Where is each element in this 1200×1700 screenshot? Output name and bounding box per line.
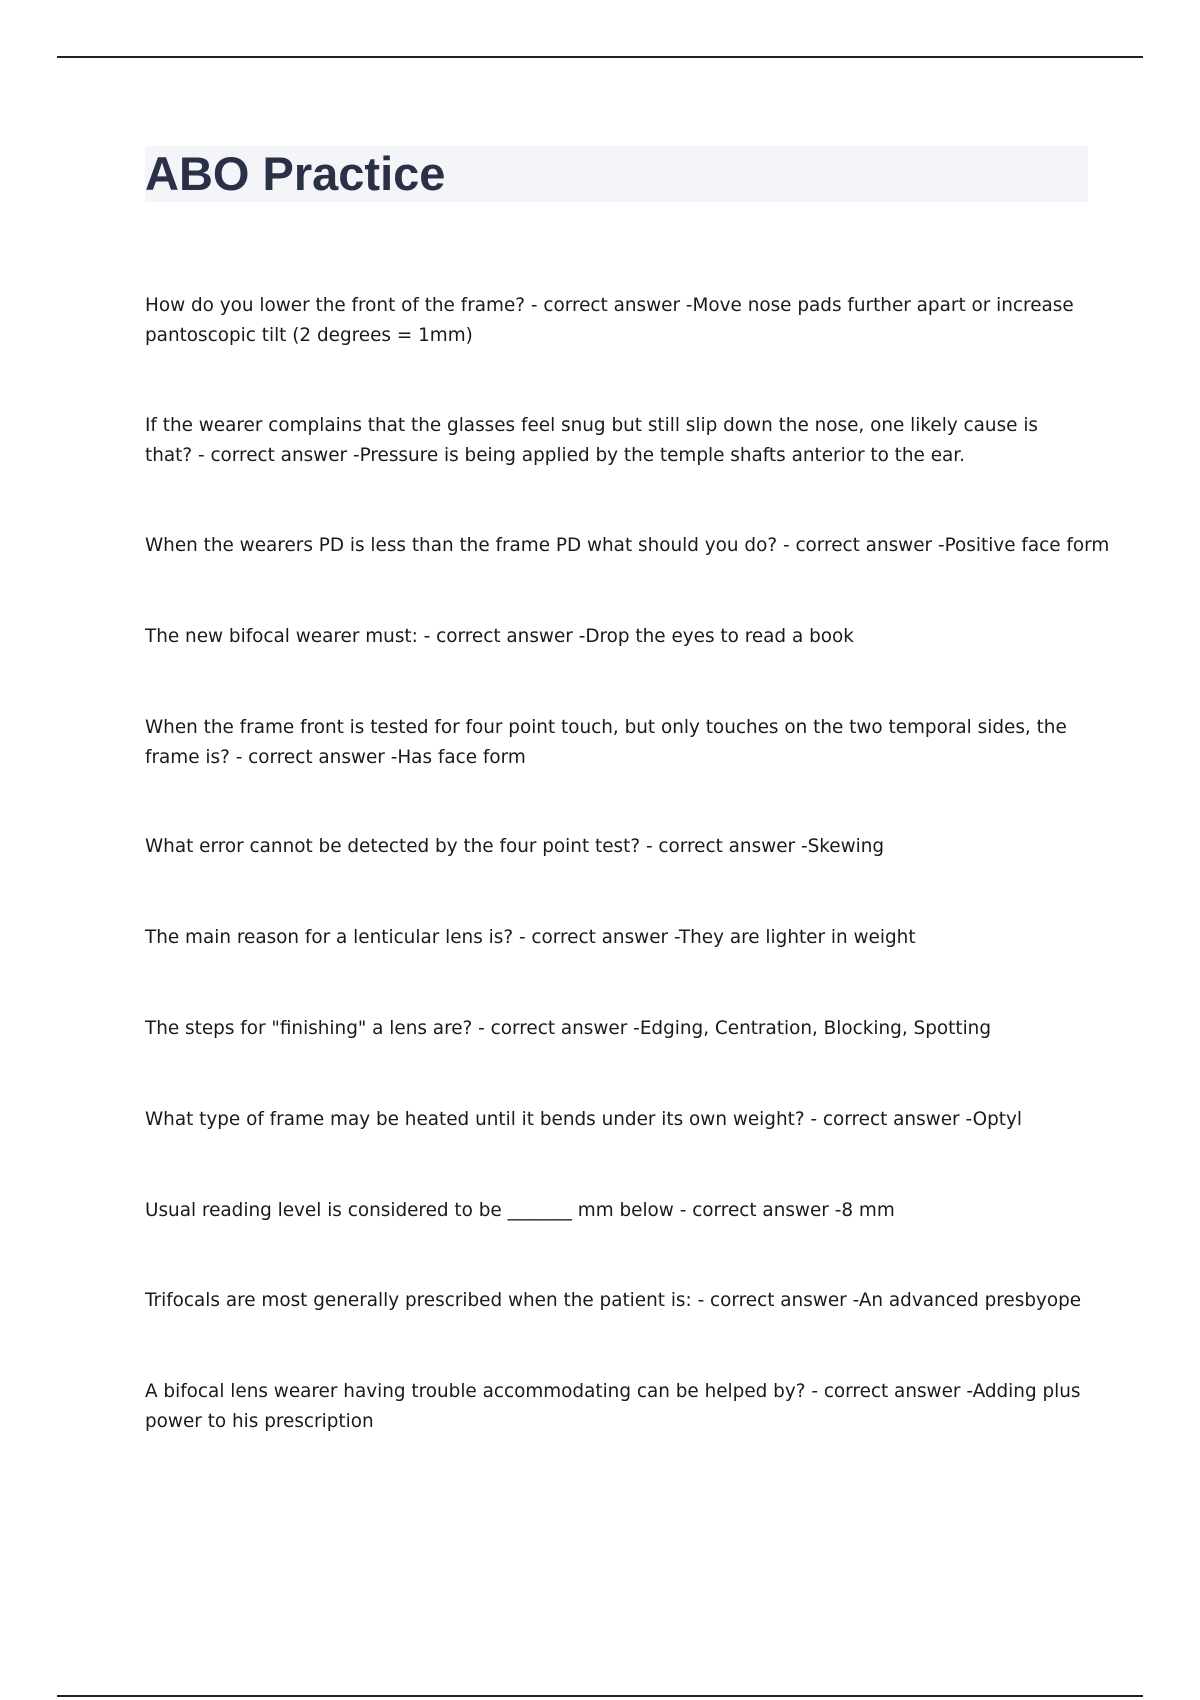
answer-label: correct answer — [692, 1200, 829, 1221]
answer-label: correct answer — [658, 836, 796, 857]
qa-item — [145, 1286, 1090, 1316]
answer-text: - Drop the eyes to read a book — [579, 626, 854, 647]
qa-item — [145, 832, 1090, 862]
footer-rule — [57, 1695, 1143, 1697]
question-text: If the wearer complains that the glasses feel snug but still slip down the nose, one likely cause is that? - — [145, 415, 1038, 466]
qa-item — [145, 713, 1090, 773]
answer-label: correct answer — [543, 295, 681, 316]
qa-item — [145, 1196, 1090, 1226]
question-text: The new bifocal wearer must: - — [145, 626, 436, 647]
answer-text: - Positive face form — [938, 535, 1109, 556]
answer-label: correct answer — [490, 1018, 628, 1039]
answer-label: correct answer — [210, 445, 348, 466]
qa-item — [145, 1377, 1090, 1437]
answer-text: - Pressure is being applied by the temple shafts anterior to the ear. — [353, 445, 965, 466]
question-text: Trifocals are most generally prescribed when the patient is: - — [145, 1290, 710, 1311]
qa-item — [145, 622, 1090, 652]
answer-text: - Adding plus power to his prescription — [145, 1381, 1081, 1432]
question-text: When the wearers PD is less than the frame PD what should you do? - — [145, 535, 795, 556]
question-text: What error cannot be detected by the four point test? - — [145, 836, 658, 857]
qa-item — [145, 923, 1090, 953]
answer-text: - Move nose pads further apart or increase pantoscopic tilt (2 degrees = 1mm) — [145, 295, 1074, 346]
page-title: ABO Practice — [145, 147, 446, 200]
question-text: The steps for "finishing" a lens are? - — [145, 1018, 491, 1039]
question-text: The main reason for a lenticular lens is? - — [145, 927, 531, 948]
answer-label: correct answer — [795, 535, 933, 556]
question-text: What type of frame may be heated until it bends under its own weight? - — [145, 1109, 823, 1130]
qa-item — [145, 1014, 1090, 1044]
question-text: When the frame front is tested for four point touch, but only touches on the two temporal sides, the frame is? - — [145, 717, 1067, 768]
answer-text: - 8 mm — [835, 1200, 895, 1221]
question-text: A bifocal lens wearer having trouble accommodating can be helped by? - — [145, 1381, 824, 1402]
qa-item — [145, 531, 1110, 561]
answer-label: correct answer — [710, 1290, 847, 1311]
answer-text: - Optyl — [965, 1109, 1022, 1130]
answer-text: - An advanced presbyope — [853, 1290, 1082, 1311]
answer-text: - Edging, Centration, Blocking, Spotting — [633, 1018, 991, 1039]
answer-text: - They are lighter in weight — [674, 927, 916, 948]
question-text: How do you lower the front of the frame? - — [145, 295, 543, 316]
answer-label: correct answer — [436, 626, 573, 647]
answer-label: correct answer — [248, 747, 385, 768]
answer-label: correct answer — [531, 927, 669, 948]
answer-text: - Skewing — [801, 836, 884, 857]
question-text: Usual reading level is considered to be _______ mm below - — [145, 1200, 692, 1221]
answer-text: - Has face form — [391, 747, 526, 768]
qa-item — [145, 1105, 1090, 1135]
header-rule — [57, 56, 1143, 58]
answer-label: correct answer — [823, 1381, 961, 1402]
qa-item — [145, 291, 1090, 351]
answer-label: correct answer — [822, 1109, 960, 1130]
qa-item — [145, 411, 1090, 471]
